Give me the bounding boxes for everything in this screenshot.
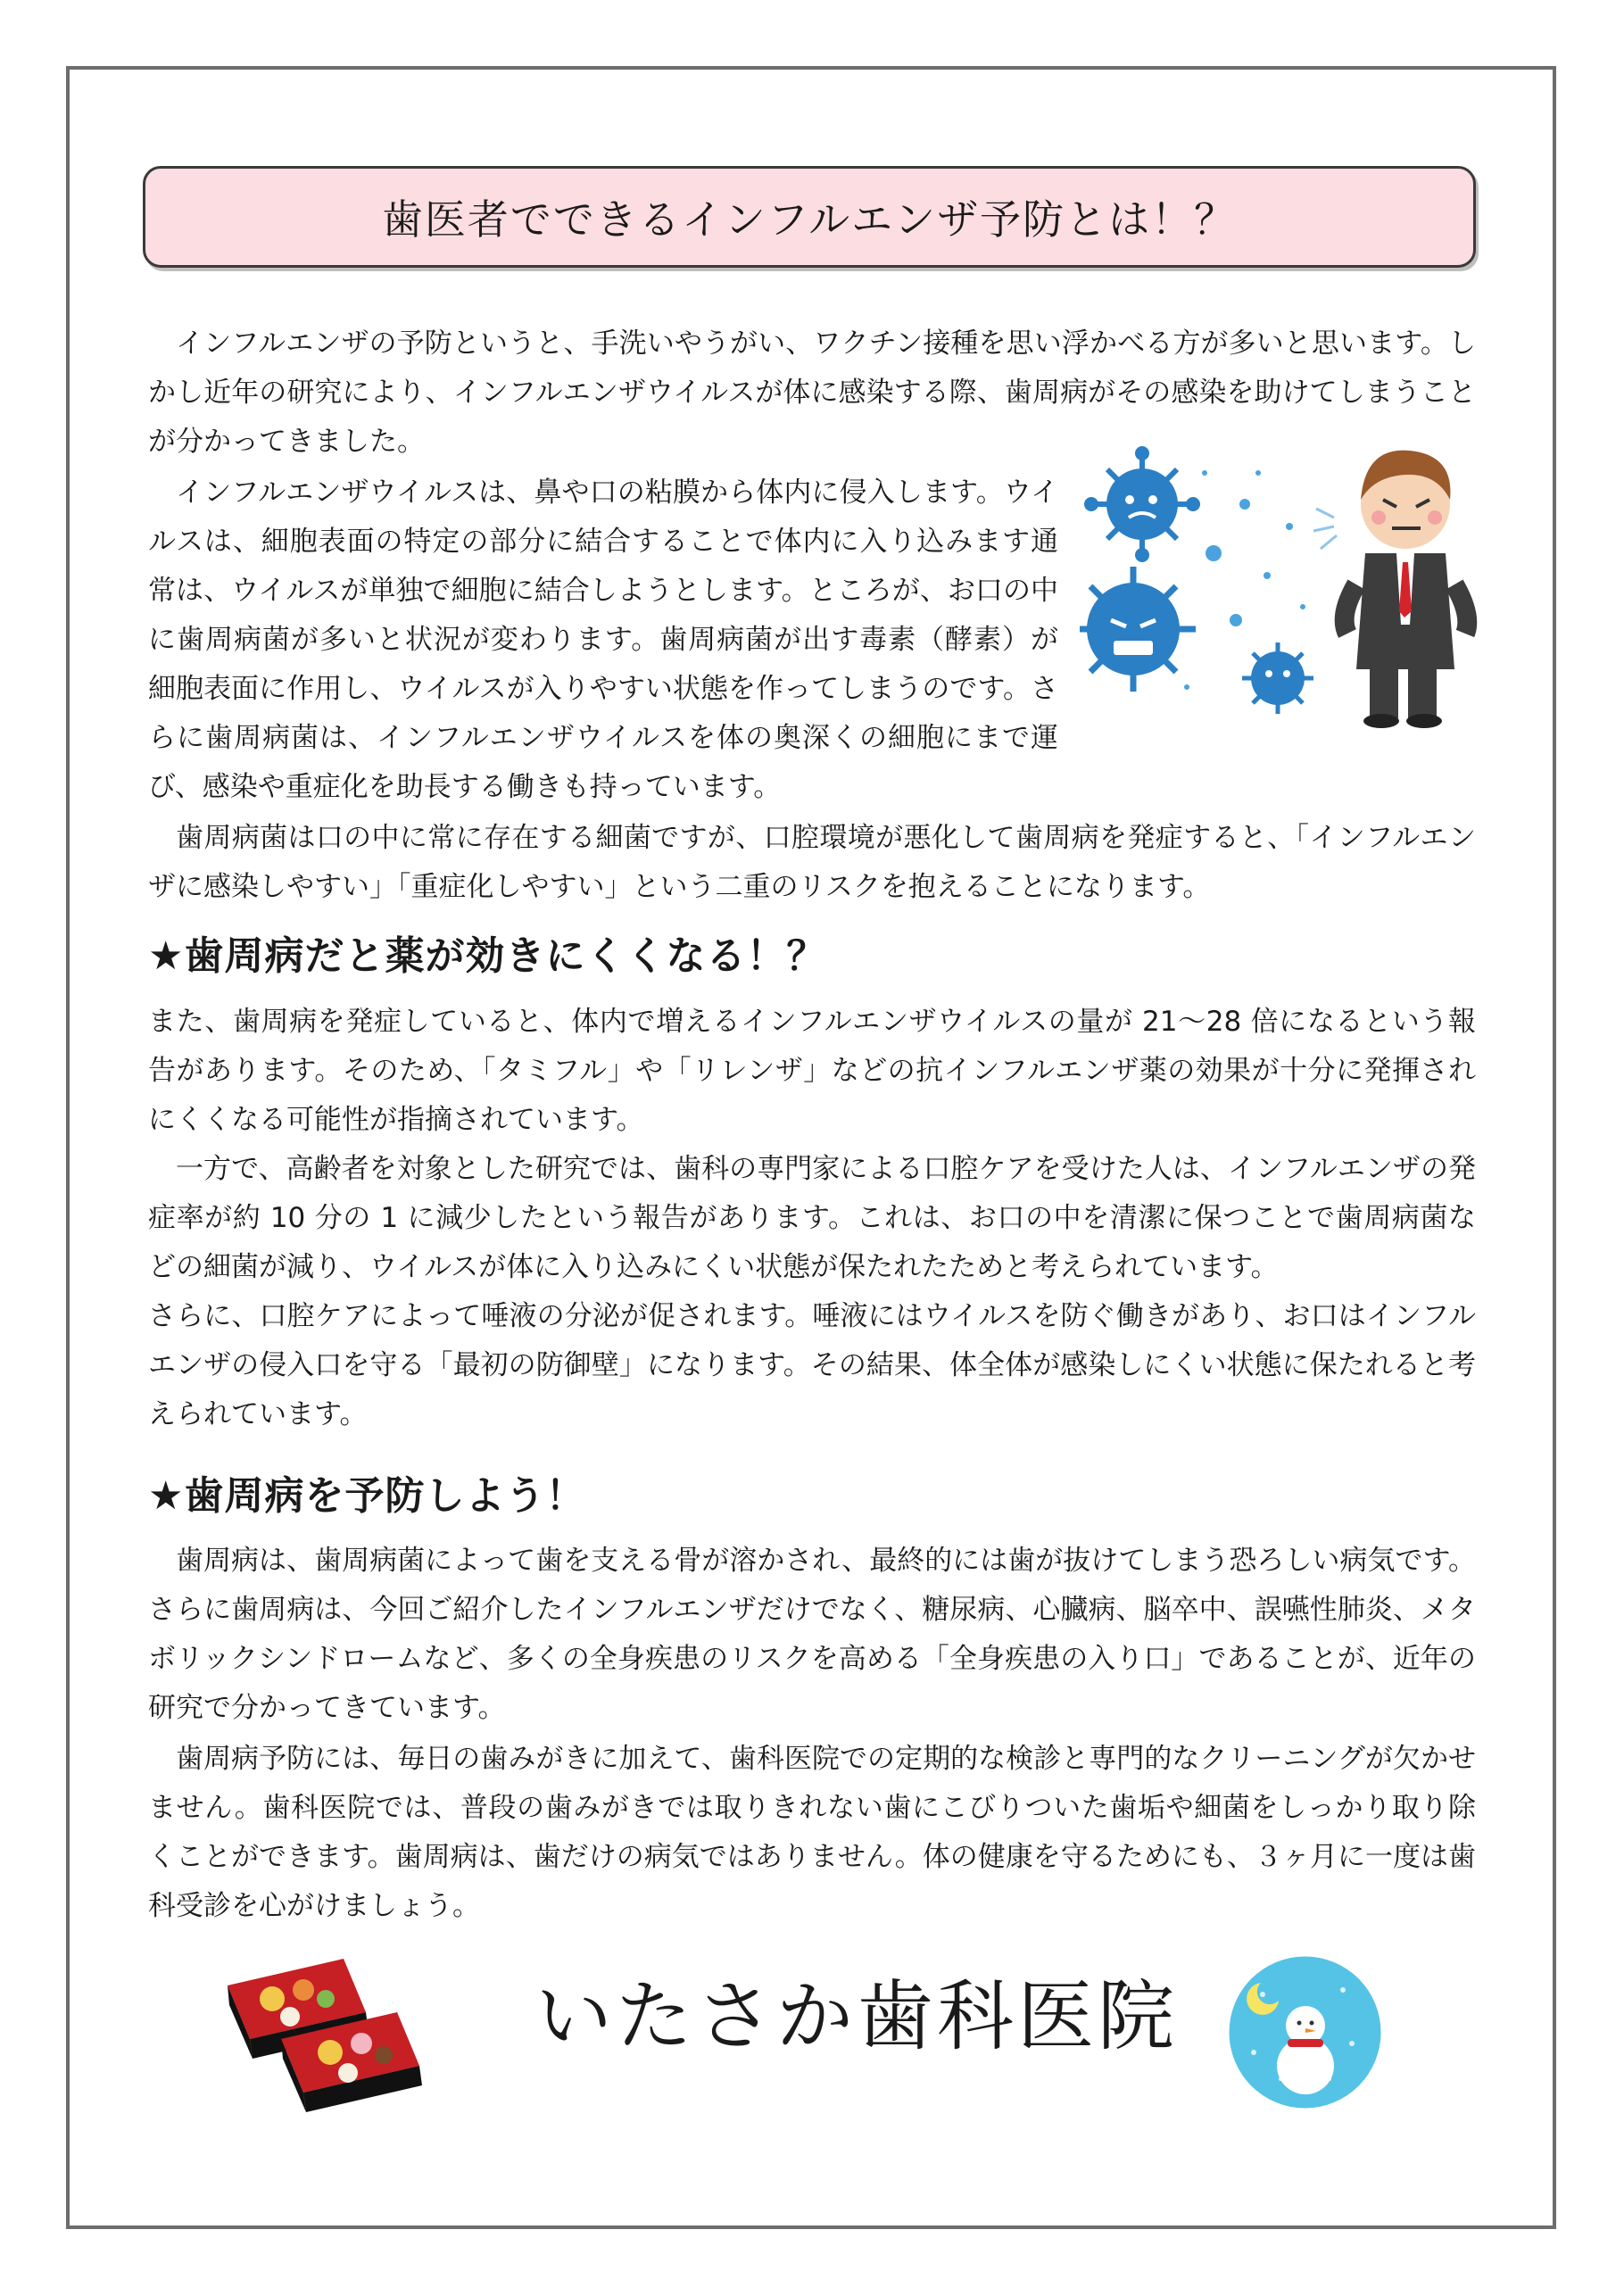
sneezing-man-illustration xyxy=(1080,419,1490,732)
sneezing-man-icon xyxy=(1313,451,1467,728)
section-heading-prevention: ★歯周病を予防しよう！ xyxy=(148,1473,586,1519)
clinic-name: いたさか歯科医院 xyxy=(535,1972,1178,2061)
virus-icon xyxy=(1080,567,1196,692)
title-box xyxy=(143,166,1476,268)
page-title: 歯医者でできるインフルエンザ予防とは！？ xyxy=(381,195,1238,244)
intro-paragraph-2: インフルエンザウイルスは、鼻や口の粘膜から体内に侵入します。ウイルスは、細胞表面の特定の部分に結合することで体内に入り込みます通常は、ウイルスが単独で細胞に結合しようとします。ところが、お口の中に歯周病菌が多いと状況が変わります。歯周病菌が出す毒素（酵素）が細胞表面に作用し、ウイルスが入りやすい状態を作ってしまうのです。さらに歯周病菌は、インフルエンザウイルスを体の奥深くの細胞にまで運び、感染や重症化を助長する働きも持っています。 xyxy=(148,477,1058,803)
virus-icon xyxy=(1084,446,1200,562)
section1-paragraph-1: また、歯周病を発症していると、体内で増えるインフルエンザウイルスの量が 21～28 倍になるという報告があります。そのため、「タミフル」や「リレンザ」などの抗インフルエンザ薬の効果が十分に発揮されにくくなる可能性が指摘されています。 xyxy=(148,1006,1476,1136)
section1-paragraph-3: さらに、口腔ケアによって唾液の分泌が促されます。唾液にはウイルスを防ぐ働きがあり、お口はインフルエンザの侵入口を守る「最初の防御壁」になります。その結果、体全体が感染しにくい状態に保たれると考えられています。 xyxy=(148,1300,1476,1430)
osechi-box-icon xyxy=(219,1950,424,2119)
section2-paragraph-1: 歯周病は、歯周病菌によって歯を支える骨が溶かされ、最終的には歯が抜けてしまう恐ろしい病気です。さらに歯周病は、今回ご紹介したインフルエンザだけでなく、糖尿病、心臓病、脳卒中、誤嚥性肺炎、メタボリックシンドロームなど、多くの全身疾患のリスクを高める「全身疾患の入り口」であることが、近年の研究で分かってきています。 xyxy=(148,1545,1476,1724)
intro-paragraph-1: インフルエンザの予防というと、手洗いやうがい、ワクチン接種を思い浮かべる方が多いと思います。しかし近年の研究により、インフルエンザウイルスが体に感染する際、歯周病がその感染を助けてしまうことが分かってきました。 xyxy=(148,327,1476,458)
section-heading-medicine: ★歯周病だと薬が効きにくくなる！？ xyxy=(148,933,827,979)
virus-icon xyxy=(1242,642,1313,714)
section2-paragraph-2: 歯周病予防には、毎日の歯みがきに加えて、歯科医院での定期的な検診と専門的なクリーニングが欠かせません。歯科医院では、普段の歯みがきでは取りきれない歯にこびりついた歯垢や細菌をしっかり取り除くことができます。歯周病は、歯だけの病気ではありません。体の健康を守るためにも、３ヶ月に一度は歯科受診を心がけましょう。 xyxy=(148,1743,1476,1922)
snowman-icon xyxy=(1227,1954,1383,2110)
section1-paragraph-2: 一方で、高齢者を対象とした研究では、歯科の専門家による口腔ケアを受けた人は、インフルエンザの発症率が約 10 分の 1 に減少したという報告があります。これは、お口の中を清潔に保つことで歯周病菌などの細菌が減り、ウイルスが体に入り込みにくい状態が保たれたためと考えられています。 xyxy=(148,1153,1476,1283)
intro-paragraph-3: 歯周病菌は口の中に常に存在する細菌ですが、口腔環境が悪化して歯周病を発症すると、「インフルエンザに感染しやすい」「重症化しやすい」という二重のリスクを抱えることになります。 xyxy=(148,822,1476,903)
